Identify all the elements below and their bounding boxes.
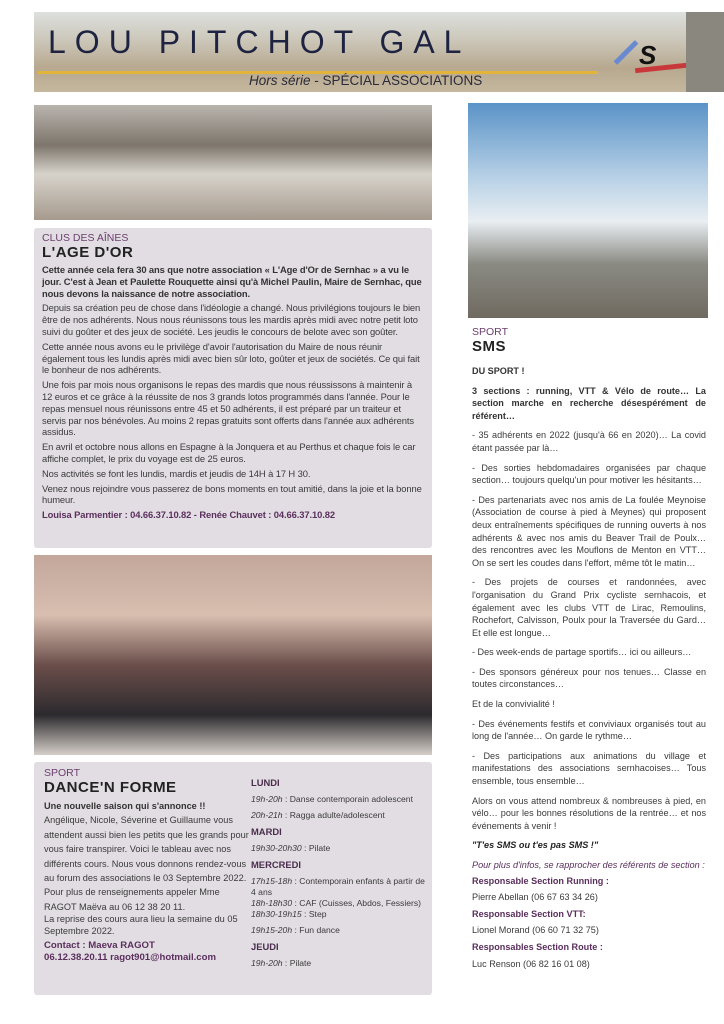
- schedule-slot: 18h-18h30 : CAF (Cuisses, Abdos, Fessiers): [251, 898, 422, 908]
- schedule-slot: 18h30-19h15 : Step: [251, 909, 327, 919]
- schedule-slot: 20h-21h : Ragga adulte/adolescent: [251, 810, 385, 820]
- subtitle-italic: Hors série: [249, 73, 311, 88]
- paragraph: Angélique, Nicole, Séverine et Guillaume vous attendent aussi bien les petits que les grands pour vous faire transpirer. Voici le tableau avec nos différents cours. Nous vous donnons rendez-vous au forum des associations le 03 Septembre 2022.: [44, 815, 249, 884]
- schedule-slot: 17h15-18h : Contemporain enfants à partir de 4 ans: [251, 876, 425, 897]
- schedule-slot: 19h15-20h : Fun dance: [251, 925, 340, 935]
- paragraph: Depuis sa création peu de chose dans l'idéologie a changé. Nous privilégions toujours le bien être de nos adhérents. Nous nous réunissons tous les mardis après midi avec notre petit loto suivi du goûter et des jeux de société. Les jeudis le concours de belote avec son goûter.: [42, 302, 421, 337]
- logo-blue-stroke: [614, 40, 639, 65]
- schedule-day: MARDI: [251, 826, 282, 837]
- schedule-slot: 19h-20h : Pilate: [251, 958, 312, 968]
- dance-article: [34, 762, 432, 995]
- contact-name: Luc Renson (06 82 16 01 08): [472, 958, 590, 969]
- info-line: Pour plus d'infos, se rapprocher des référents de section :: [472, 860, 705, 870]
- contact-details: 06.12.38.20.11 ragot901@hotmail.com: [44, 951, 217, 963]
- paragraph: Venez nous rejoindre vous passerez de bons moments en tout amitié, dans la joie et la bonne humeur.: [42, 482, 422, 506]
- article-kicker: SPORT: [44, 767, 80, 779]
- cyclist-photo: [468, 103, 708, 318]
- paragraph: 3 sections : running, VTT & Vélo de route… La section marche en recherche désespérément de référent…: [472, 385, 706, 421]
- schedule-day: LUNDI: [251, 777, 280, 788]
- schedule-slot: 19h30-20h30 : Pilate: [251, 843, 331, 853]
- logo-s: S: [639, 40, 657, 70]
- paragraph: Et de la convivialité !: [472, 699, 555, 710]
- paragraph: Une fois par mois nous organisons le repas des mardis que nous réussissons à maintenir à 12 euros et ce grâce à la réussite de nos 3 grands lotos programmés dans l'année. Pour le repas mensuel nous réunissons entre 45 et 50 adhérents, il est préparé par un traiteur et servis par nos bénévoles. Au moins 2 repas gratuits sont offerts dans l'année aux adhérents assidus.: [42, 379, 414, 438]
- header-side-strip: [686, 12, 724, 92]
- subtitle-rest: - SPÉCIAL ASSOCIATIONS: [310, 73, 483, 88]
- paragraph: La reprise des cours aura lieu la semaine du 05 Septembre 2022.: [44, 914, 238, 936]
- newsletter-title: LOU PITCHOT GAL: [48, 24, 471, 60]
- sms-article: [472, 326, 706, 974]
- contact-name: Contact : Maeva RAGOT: [44, 940, 155, 952]
- paragraph: DU SPORT !: [472, 366, 525, 376]
- article-kicker: CLUS DES AÎNES: [42, 232, 129, 244]
- contact-role: Responsables Section Route :: [472, 941, 603, 952]
- article-kicker: SPORT: [472, 326, 508, 338]
- dance-group-photo: [34, 555, 432, 755]
- article-title: SMS: [472, 338, 507, 355]
- paragraph: - Des événements festifs et conviviaux organisés tout au long de l'année… On garde le rythme…: [472, 718, 706, 742]
- paragraph: - Des partenariats avec nos amis de La foulée Meynoise (Association de course à pied à Meynes) qui proposent deux entraînements spécifiques de running ouverts à nos adhérents & avec nos amis du Beaver Trail de Poulx… des rencontres avec les Mouflons de Menton en VTT… On se sert les coudes dans l'effort, même tôt le matin…: [472, 494, 706, 568]
- paragraph: Pour plus de renseignements appeler Mme RAGOT Maëva au 06 12 38 20 11.: [44, 887, 220, 912]
- schedule: [251, 772, 429, 974]
- article-title: DANCE'N FORME: [44, 779, 177, 796]
- paragraph: En avril et octobre nous allons en Espagne à la Jonquera et au Perthus et chaque fois le car affiche complet, le prix du voyage est de 25 euros.: [42, 441, 416, 464]
- contact-role: Responsable Section Running :: [472, 875, 609, 886]
- contact-line: Louisa Parmentier : 04.66.37.10.82 - Renée Chauvet : 04.66.37.10.82: [42, 509, 335, 521]
- paragraph: - Des sponsors généreux pour nos tenues… Classe en toutes circonstances…: [472, 666, 706, 690]
- slogan: "T'es SMS ou t'es pas SMS !": [472, 840, 599, 851]
- article-title: L'AGE D'OR: [42, 244, 134, 261]
- paragraph: - Des projets de courses et randonnées, avec l'organisation du Grand Prix cycliste sernhacois, et également avec les clubs VTT de Lirac, Remoulins, Rochefort, Calvisson, Poulx pour la Traversée du Gard… Et elle est longue…: [472, 577, 706, 638]
- contact-name: Pierre Abellan (06 67 63 34 26): [472, 892, 598, 903]
- paragraph: Nos activités se font les lundis, mardis et jeudis de 14H à 17 H 30.: [42, 467, 311, 479]
- schedule-slot: 19h-20h : Danse contemporain adolescent: [251, 794, 413, 804]
- paragraph: - Des week-ends de partage sportifs… ici ou ailleurs…: [472, 647, 692, 658]
- age-dor-article: [34, 228, 432, 548]
- paragraph: Cette année cela fera 30 ans que notre association « L'Age d'Or de Sernhac » a vu le jour. C'est à Jean et Paulette Rouquette ainsi qu'à Michel Paulin, Maire de Sernhac, que nous devons la naissance de notre association.: [42, 264, 422, 299]
- contact-role: Responsable Section VTT:: [472, 908, 586, 919]
- schedule-day: JEUDI: [251, 941, 279, 952]
- masthead: [34, 12, 724, 92]
- paragraph: Cette année nous avons eu le privilège d'avoir l'autorisation du Maire de nous réunir également tous les lundis après midi avec bien sûr loto, goûter et jeux de sociétés. Ce qui fait le bonheur de nos adhérents.: [42, 340, 420, 376]
- paragraph: - 35 adhérents en 2022 (jusqu'à 66 en 2020)… La covid étant passée par là…: [472, 430, 706, 453]
- contact-name: Lionel Morand (06 60 71 32 75): [472, 925, 599, 936]
- issue-subtitle: [249, 73, 482, 88]
- paragraph: - Des sorties hebdomadaires organisées par chaque section… toujours quelqu'un pour motiver les hésitants…: [472, 462, 706, 486]
- paragraph: Alors on vous attend nombreux & nombreuses à pied, en vélo… pour les bonnes résolutions de la rentrée… et nos événements à venir !: [472, 795, 706, 831]
- lead: Une nouvelle saison qui s'annonce !!: [44, 801, 206, 811]
- paragraph: - Des participations aux animations du village et manifestations des associations sernhacoises… Tous ensemble, tous ensemble…: [472, 750, 706, 787]
- schedule-day: MERCREDI: [251, 859, 302, 870]
- age-dor-photo: [34, 105, 432, 220]
